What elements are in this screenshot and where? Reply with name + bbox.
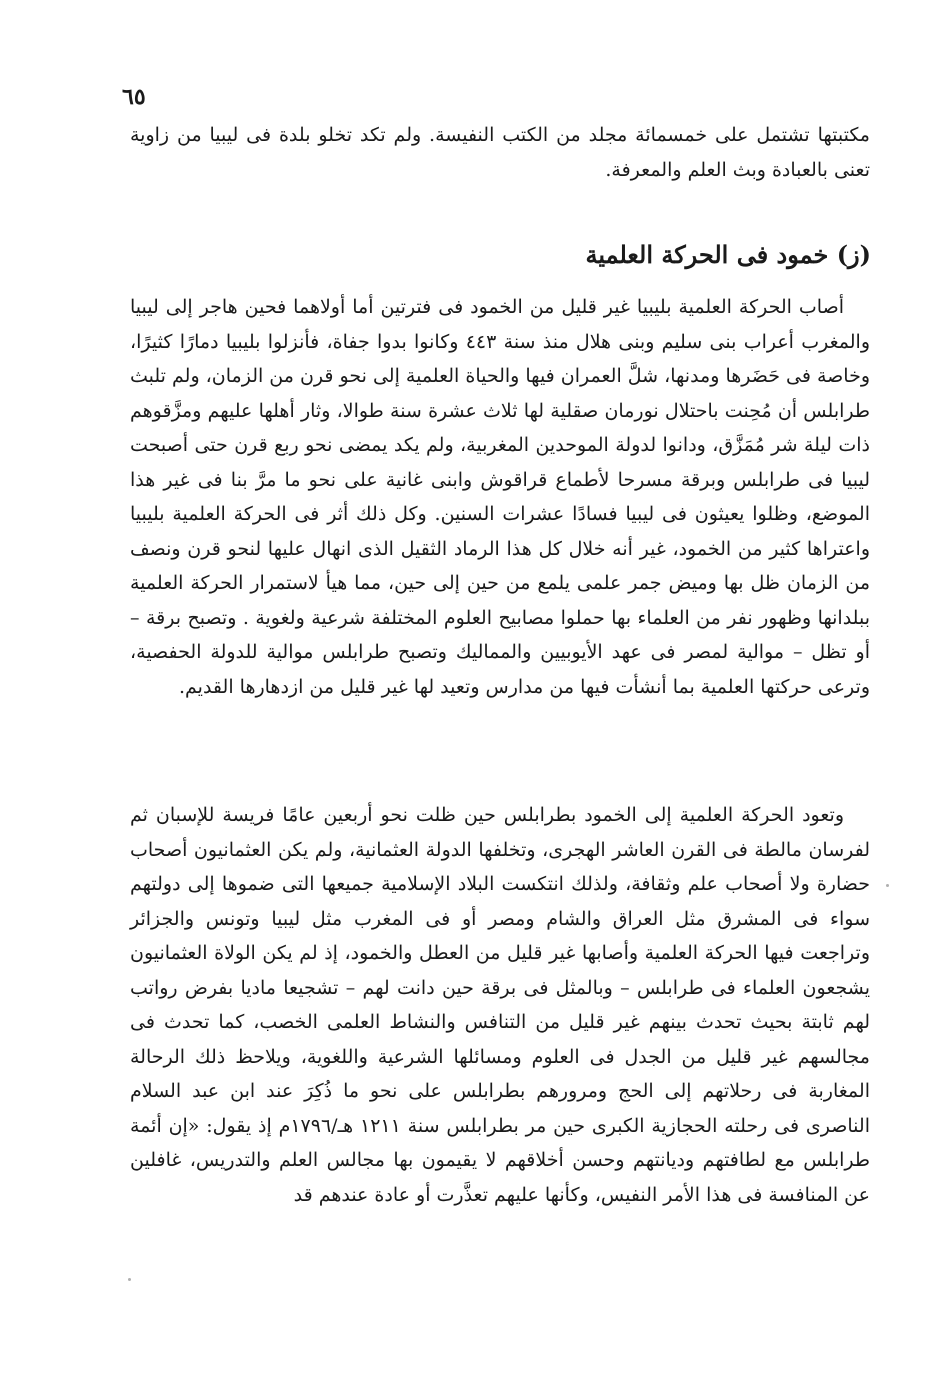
paragraph-1: أصاب الحركة العلمية بليبيا غير قليل من الخمود فى فترتين أما أولاهما فحين هاجر إلى ليبيا والمغرب أعراب بنى سليم وبنى هلال منذ سنة ٤٤٣ وكانوا بدوا جفاة، فأنزلوا بليبيا دمارًا كثيرًا، وخاصة فى حَضَرها ومدنها، شلَّ العمران فيها والحياة العلمية إلى نحو قرن من الزمان، ولم تلبث طرابلس أن مُحِنت باحتلال نورمان صقلية لها ثلاث عشرة سنة طوالا، وثار أهلها عليهم ومزَّقوهم ذات ليلة شر مُمَزَّق، ودانوا لدولة الموحدين المغربية، ولم يكد يمضى نحو ربع قرن حتى أصبحت ليبيا فى طرابلس وبرقة مسرحا لأطماع قراقوش وابنى غانية على نحو ما مرَّ بنا فى غير هذا الموضع، وظلوا يعيثون فى ليبيا فسادًا عشرات السنين. وكل ذلك أثر فى الحركة العلمية بليبيا واعتراها كثير من الخمود، غير أنه خلال كل هذا الرماد الثقيل الذى انهال عليها لنحو قرن ونصف من الزمان ظل بها وميض جمر علمى يلمع من حين إلى حين، مما هيأ لاستمرار الحركة العلمية ببلدانها وظهور نفر من العلماء بها حملوا مصابيح العلوم المختلفة شرعية ولغوية . وتصبح برقة – أو تظل – موالية لمصر فى عهد الأيوبيين والمماليك وتصبح طرابلس موالية للدولة الحفصية، وترعى حركتها العلمية بما أنشأت فيها من مدارس وتعيد لها غير قليل من ازدهارها القديم.	[130, 296, 871, 698]
page-number: ٦٥	[122, 84, 146, 110]
intro-paragraph: مكتبتها تشتمل على خمسمائة مجلد من الكتب النفيسة. ولم تكد تخلو بلدة فى ليبيا من زاوية تعنى بالعبادة وبث العلم والمعرفة.	[130, 124, 870, 181]
paragraph-2: وتعود الحركة العلمية إلى الخمود بطرابلس حين ظلت نحو أربعين عامًا فريسة للإسبان ثم لفرسان مالطة فى القرن العاشر الهجرى، وتخلفها الدولة العثمانية، ولم يكن العثمانيون أصحاب حضارة ولا أصحاب علم وثقافة، ولذلك انتكست البلاد الإسلامية جميعها التى ضموها إلى دولتهم سواء فى المشرق مثل العراق والشام ومصر أو فى المغرب مثل ليبيا وتونس والجزائر وتراجعت فيها الحركة العلمية وأصابها غير قليل من العطل والخمود، إذ لم يكن الولاة العثمانيون يشجعون العلماء فى طرابلس – وبالمثل فى برقة حين دانت لهم – تشجيعا ماديا بفرض رواتب لهم ثابتة بحيث تحدث بينهم غير قليل من التنافس والنشاط العلمى الخصب، كما تحدث فى مجالسهم غير قليل من الجدل فى العلوم ومسائلها الشرعية واللغوية، ويلاحظ ذلك الرحالة المغاربة فى رحلاتهم إلى الحج ومرورهم بطرابلس على نحو ما ذُكِرَ عند ابن عبد السلام الناصرى فى رحلته الحجازية الكبرى حين مر بطرابلس سنة ١٢١١ هـ/١٧٩٦م إذ يقول: «إن أئمة طرابلس مع لطافتهم وديانتهم وحسن أخلاقهم لا يقيمون بها مجالس العلم والتدريس، غافلين عن المنافسة فى هذا الأمر النفيس، وكأنها عليهم تعذَّرت أو عادة عندهم قد	[130, 804, 870, 1206]
margin-mark	[886, 884, 889, 887]
section-heading: (ز) خمود فى الحركة العلمية	[585, 240, 871, 269]
margin-mark	[128, 1278, 131, 1281]
